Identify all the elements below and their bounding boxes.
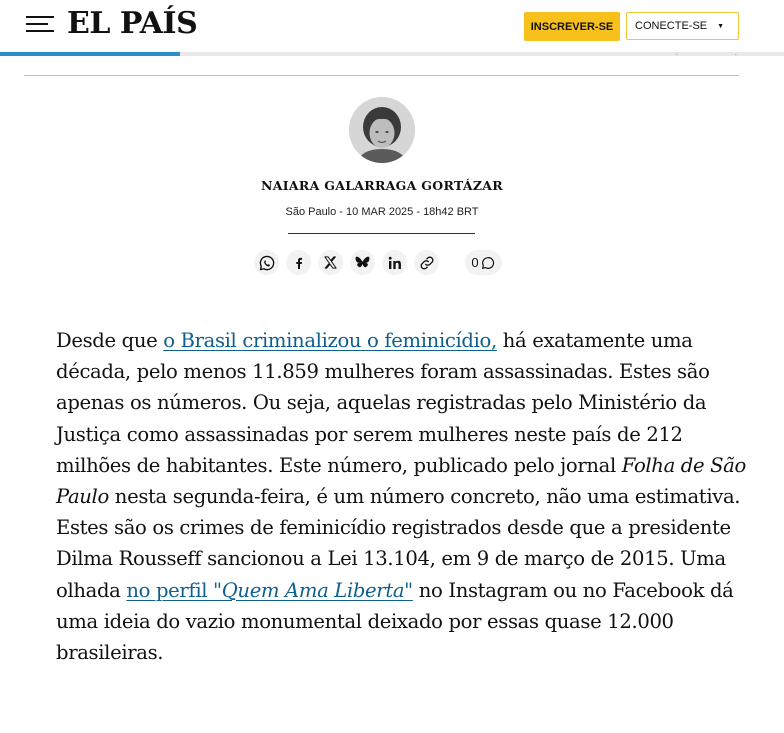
bluesky-icon	[354, 254, 371, 271]
share-facebook-button[interactable]	[286, 250, 311, 275]
whatsapp-icon	[258, 254, 276, 272]
divider	[24, 75, 739, 76]
text-segment: no Instagram ou no Facebook dá uma ideia do vazio monumental deixado por essas quase 12.000 brasileiras.	[56, 578, 734, 665]
publish-date: 10 MAR 2025 - 18h42 BRT	[346, 206, 479, 218]
byline-divider	[288, 233, 475, 234]
site-logo[interactable]: EL PAÍS	[67, 6, 198, 41]
comment-icon	[480, 255, 496, 271]
x-icon	[323, 255, 338, 270]
login-label: CONECTE-SE	[635, 20, 708, 32]
linkedin-icon	[387, 255, 403, 271]
text-segment: nesta segunda-feira, é um número concreto, não uma estimativa. Estes são os crimes de feminicídio registrados desde que a presidente Dilma Rousseff sancionou a Lei 13.104, em 9 de março de 2015. Uma olhada	[56, 485, 741, 602]
text-segment: Desde que	[56, 329, 164, 352]
profile-link-text: no perfil	[126, 578, 214, 602]
author-name[interactable]: NAIARA GALARRAGA GORTÁZAR	[261, 178, 503, 193]
comments-button[interactable]	[465, 250, 502, 275]
profile-link-name: "Quem Ama Liberta"	[213, 578, 413, 602]
reading-progress-fill	[0, 52, 180, 56]
author-photo	[349, 97, 415, 163]
text-segment: há exatamente uma década, pelo menos 11.859 mulheres foram assassinadas. Estes são apenas os números. Ou seja, aquelas registradas pelo Ministério da Justiça como assassinadas por serem mulheres neste país de 212 milhões de habitantes. Este número, publicado pelo jornal	[56, 329, 710, 477]
facebook-icon	[291, 255, 307, 271]
caret-down-icon: ▼	[717, 23, 724, 30]
newspaper-name: Folha de São Paulo	[56, 453, 746, 509]
site-header	[0, 0, 784, 52]
login-button[interactable]	[626, 12, 739, 40]
link-icon	[419, 255, 435, 271]
criminalization-link[interactable]: o Brasil criminalizou o feminicídio,	[163, 329, 497, 352]
subscribe-button[interactable]: INSCREVER-SE	[524, 12, 620, 41]
share-x-button[interactable]	[318, 250, 343, 275]
menu-icon[interactable]	[26, 16, 54, 36]
share-linkedin-button[interactable]	[382, 250, 407, 275]
share-bluesky-button[interactable]	[350, 250, 375, 275]
article-paragraph	[56, 325, 746, 668]
location: São Paulo	[285, 206, 337, 218]
share-whatsapp-button[interactable]	[254, 250, 279, 275]
dateline: São Paulo - 10 MAR 2025 - 18h42 BRT	[285, 206, 479, 218]
author-avatar[interactable]	[349, 97, 415, 163]
copy-link-button[interactable]	[414, 250, 439, 275]
profile-link[interactable]	[126, 579, 412, 602]
comment-count: 0	[471, 255, 479, 270]
